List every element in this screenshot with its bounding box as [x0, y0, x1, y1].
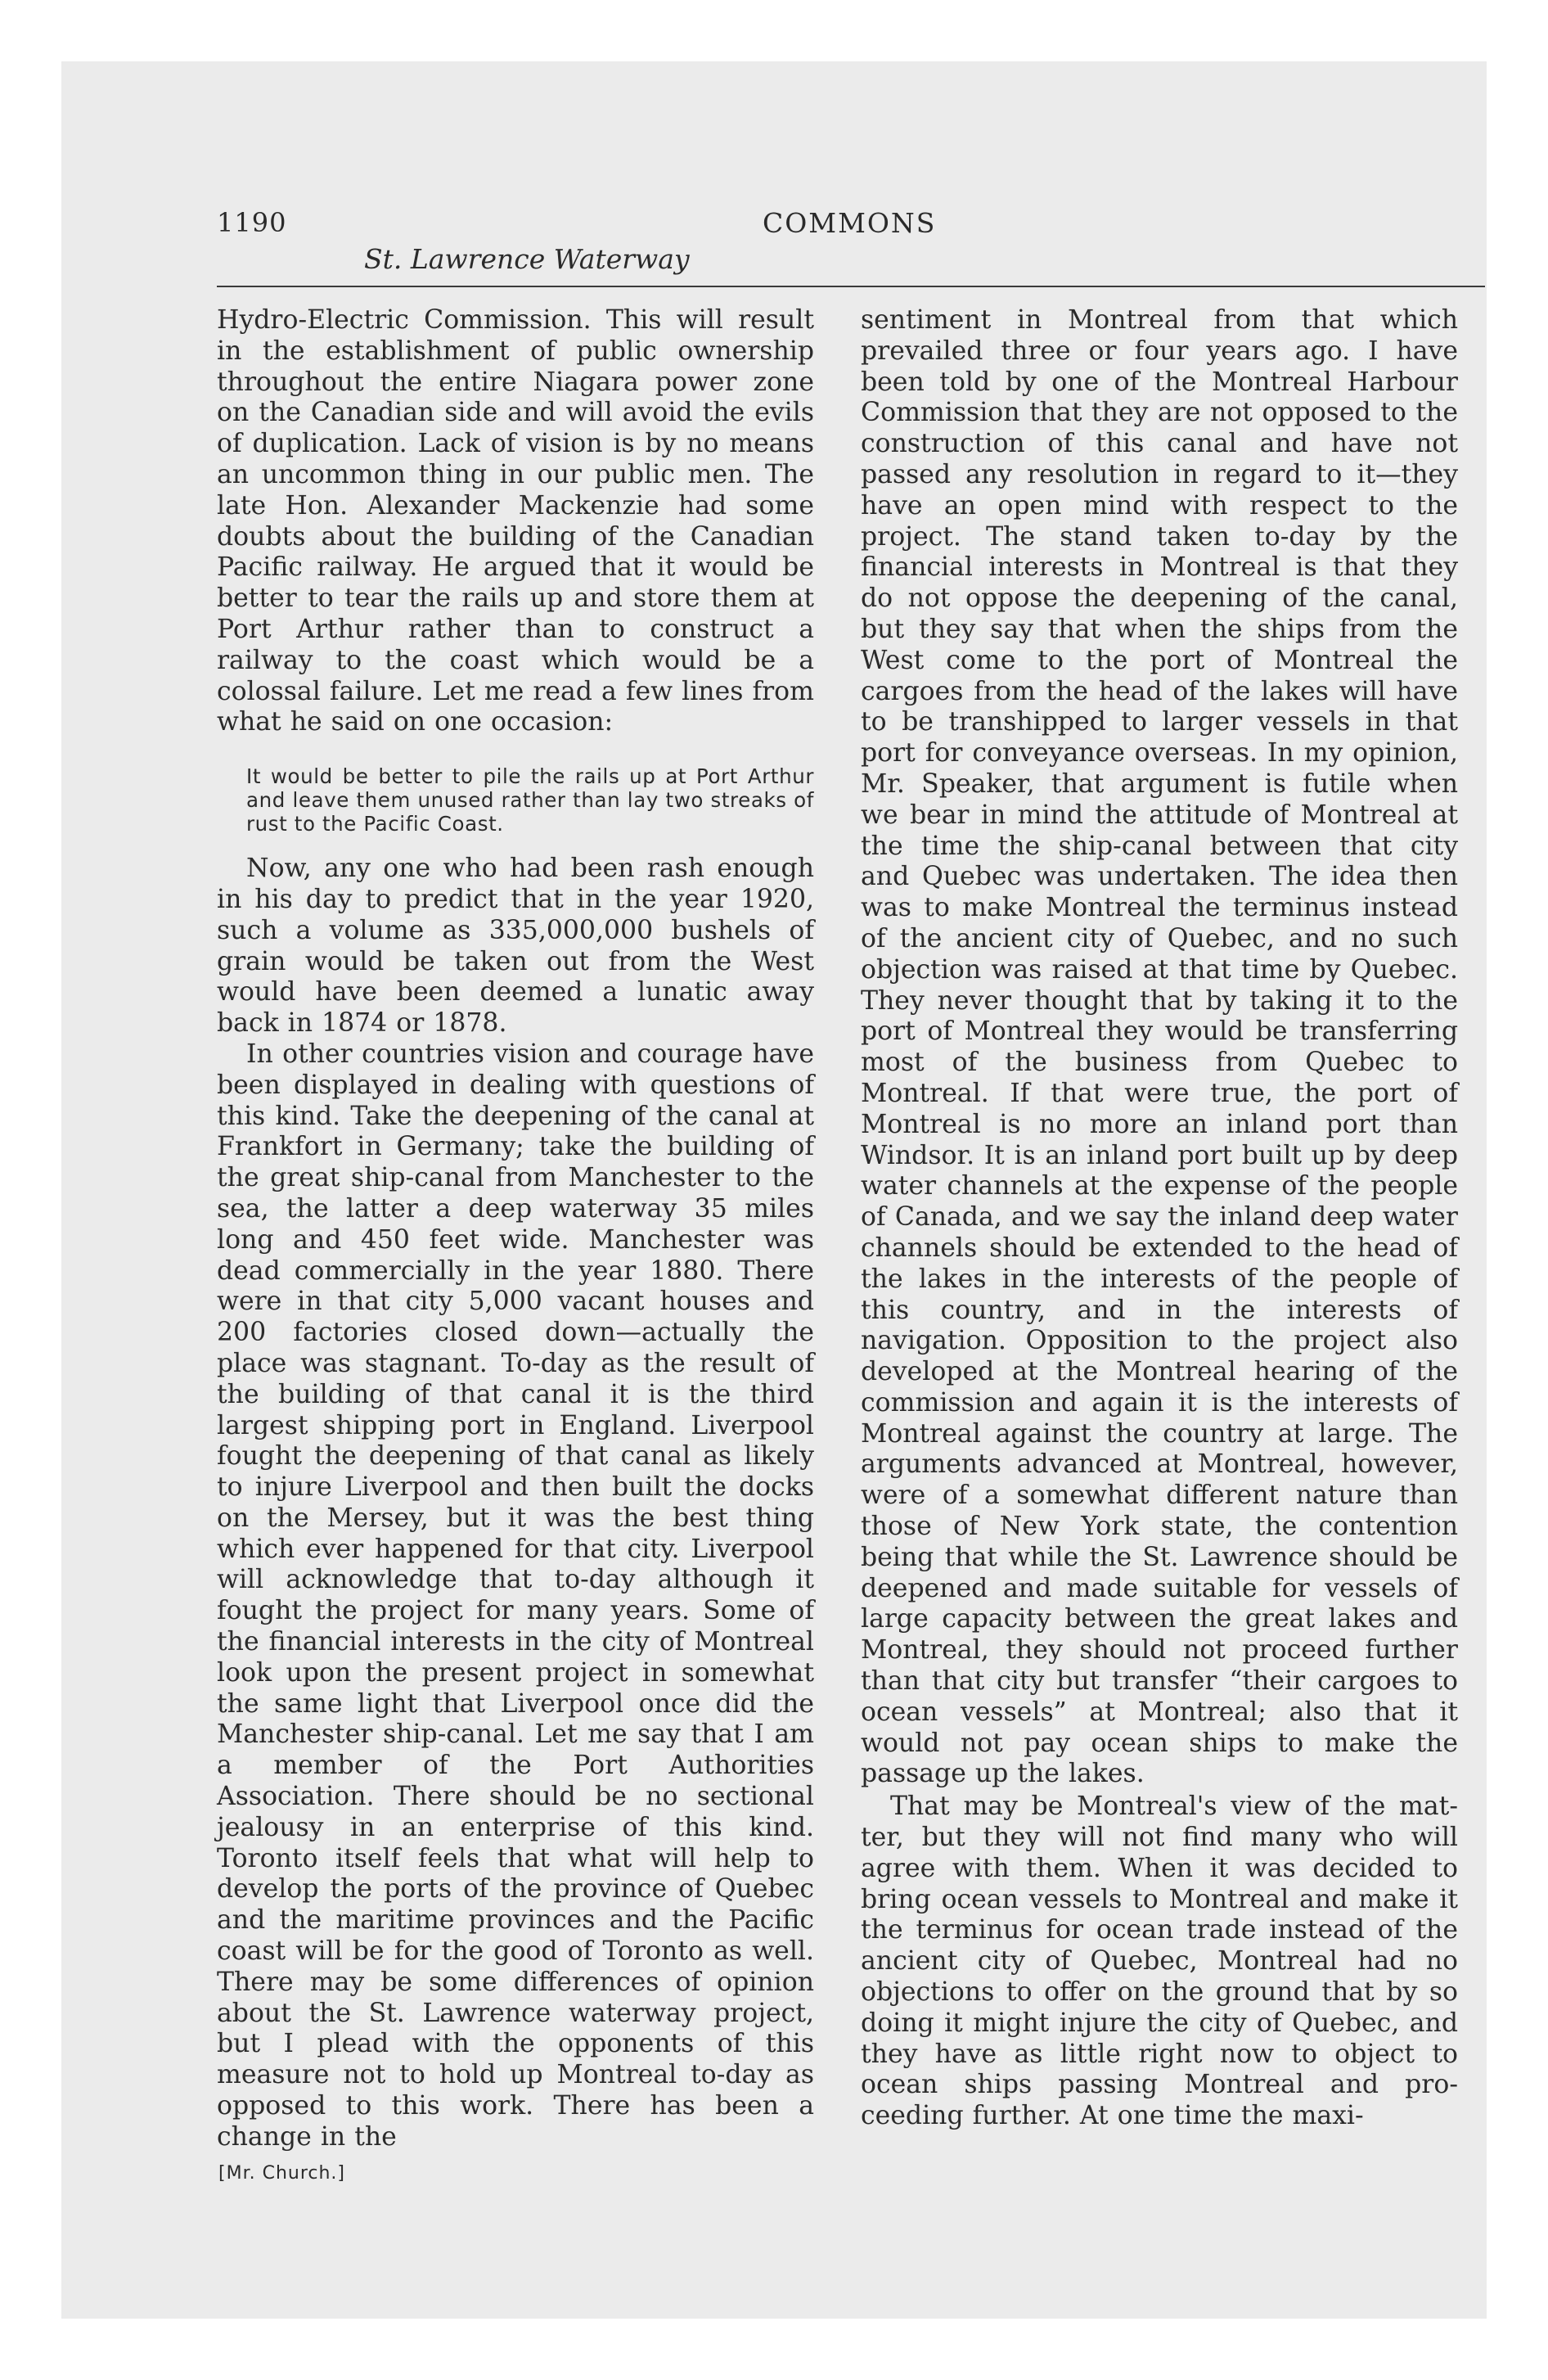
left-column [217, 305, 814, 2184]
left-paragraph-2: Now, any one who had been rash enough in his day to predict that in the year 1920, such a volume as 335,000,000 bushels of grain would be taken out from the West would have been deemed a lunatic away back in 1874 or 1878. [217, 854, 814, 1039]
page-number: 1190 [217, 207, 287, 238]
scanned-page [61, 61, 1487, 2319]
left-paragraph-3: In other countries vision and courage have been displayed in dealing with questions of this kind. Take the deepening of the canal at Frankfort in Germany; take the building of the great ship-canal from Manchester to the sea, the latter a deep waterway 35 miles long and 450 feet wide. Manchester was dead commercially in the year 1880. There were in that city 5,000 vacant houses and 200 factories closed down—actually the place was stagnant. To-day as the result of the building of that canal it is the third largest shipping port in England. Liverpool fought the deepening of that canal as likely to injure Liverpool and then built the docks on the Mersey, but it was the best thing which ever happened for that city. Liverpool will acknowledge that to-day although it fought the project for many years. Some of the financial interests in the city of Montreal look upon the present project in somewhat the same light that Liverpool once did the Manchester ship-canal. Let me say that I am a member of the Port Authorities Association. There should be no sectional jealousy in an enterprise of this kind. Toronto itself feels that what will help to develop the ports of the province of Quebec and the maritime provinces and the Pacific coast will be for the good of Toronto as well. There may be some differences of opinion about the St. Lawrence waterway project, but I plead with the opponents of this measure not to hold up Montreal to-day as opposed to this work. There has been a change in the [217, 1039, 814, 2152]
page-content [217, 207, 1485, 2302]
header-subtitle: St. Lawrence Waterway [364, 243, 690, 275]
header-title: COMMONS [763, 207, 937, 239]
right-paragraph-2: That may be Montreal's view of the matter, but they will not find many who will agree with them. When it was decided to bring ocean vessels to Montreal and make it the terminus for ocean trade instead of the ancient city of Quebec, Montreal had no objections to offer on the ground that by so doing it might injure the city of Quebec, and they have as little right now to object to ocean ships passing Montreal and proceeding further. At one time the maxi- [861, 1792, 1458, 2131]
page-header [217, 207, 1485, 299]
header-rule [217, 286, 1485, 287]
right-paragraph-1: sentiment in Montreal from that which prevailed three or four years ago. I have been told by one of the Montreal Harbour Commission that they are not opposed to the construction of this canal and have not passed any resolution in regard to it—they have an open mind with respect to the project. The stand taken to-day by the financial interests in Montreal is that they do not oppose the deepening of the canal, but they say that when the ships from the West come to the port of Montreal the cargoes from the head of the lakes will have to be transhipped to larger vessels in that port for conveyance overseas. In my opinion, Mr. Speaker, that argument is futile when we bear in mind the attitude of Montreal at the time the ship-canal between that city and Quebec was undertaken. The idea then was to make Montreal the terminus instead of the ancient city of Quebec, and no such objection was raised at that time by Quebec. They never thought that by taking it to the port of Montreal they would be transferring most of the business from Quebec to Montreal. If that were true, the port of Montreal is no more an inland port than Windsor. It is an inland port built up by deep water channels at the expense of the people of Canada, and we say the inland deep water channels should be extended to the head of the lakes in the interests of the people of this country, and in the interests of navigation. Opposition to the project also developed at the Montreal hearing of the commission and again it is the interests of Montreal against the country at large. The arguments advanced at Montreal, however, were of a somewhat different nature than those of New York state, the contention being that while the St. Lawrence should be deepened and made suitable for vessels of large capacity between the great lakes and Montreal, they should not proceed further than that city but transfer “their cargoes to ocean vessels” at Montreal; also that it would not pay ocean ships to make the passage up the lakes. [861, 305, 1458, 1789]
speaker-reference: [Mr. Church.] [218, 2162, 346, 2184]
left-paragraph-1: Hydro-Electric Commission. This will result in the establishment of public ownership throughout the entire Niagara power zone on the Canadian side and will avoid the evils of duplication. Lack of vision is by no means an uncommon thing in our public men. The late Hon. Alexander Mackenzie had some doubts about the building of the Canadian Pacific railway. He argued that it would be better to tear the rails up and store them at Port Arthur rather than to construct a railway to the coast which would be a colossal failure. Let me read a few lines from what he said on one occasion: [217, 305, 814, 737]
right-column [861, 305, 1458, 2132]
block-quote: It would be better to pile the rails up at Port Arthur and leave them unused rather than lay two streaks of rust to the Pacific Coast. [246, 764, 814, 836]
